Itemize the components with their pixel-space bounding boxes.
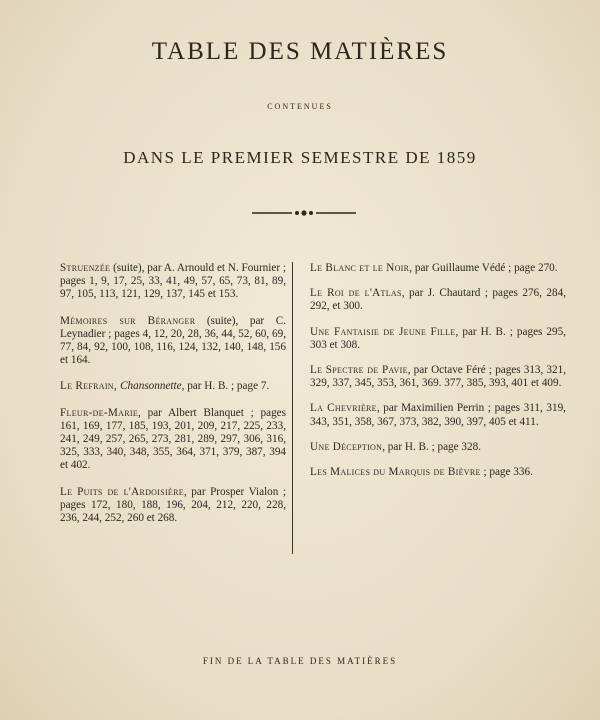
entry-title: Le Blanc et le Noir [310, 262, 410, 274]
entry-title: La Chevrière [310, 402, 377, 415]
ornament-divider [252, 208, 356, 218]
entry-title: Le Roi de l'Atlas [310, 287, 402, 300]
toc-entry [60, 262, 286, 302]
toc-entry [310, 402, 566, 428]
entry-details: , par H. B. ; pages 295, 303 et 308. [310, 325, 566, 351]
entry-details: , par Guillaume Védé ; page 270. [409, 262, 558, 274]
entry-title: Struenzée [60, 262, 111, 274]
entry-subtitle: Chansonnette, [120, 380, 185, 393]
entry-details: , par H. B. ; page 328. [382, 440, 481, 453]
toc-entry [310, 262, 566, 275]
page-footer: FIN DE LA TABLE DES MATIÈRES [202, 656, 398, 666]
toc-entry [310, 466, 566, 479]
entry-details: , par Maximilien Perrin ; pages 311, 319, 343, 351, 358, 367, 373, 382, 390, 397, 405 et 411. [310, 402, 566, 428]
entry-title: Fleur-de-Marie [60, 406, 139, 419]
entry-title: Le Refrain, [60, 380, 121, 393]
entry-details: , par J. Chautard ; pages 276, 284, 292, et 300. [310, 287, 566, 313]
toc-entry [310, 287, 566, 313]
page-subtitle: CONTENUES [267, 102, 333, 111]
toc-entry [60, 315, 286, 368]
right-column [310, 262, 566, 491]
entry-title: Une Déception [310, 440, 383, 453]
entry-title: Les Malices du Marquis de Bièvre [310, 466, 481, 479]
toc-entry [310, 441, 566, 454]
entry-title: Une Fantaisie de Jeune Fille [310, 325, 456, 338]
entry-title: Le Puits de l'Ardoisière [60, 485, 184, 498]
toc-entry [310, 326, 566, 352]
toc-entry [60, 380, 286, 393]
column-divider [292, 262, 293, 554]
entry-details: ; page 336. [480, 466, 533, 479]
entry-details: (suite), par A. Arnould et N. Fournier ; pages 1, 9, 17, 25, 33, 41, 49, 57, 65, 73, 81, 89, 97, 105, 113, 121, 129, 137, 145 et 153. [60, 262, 286, 301]
entry-details: par H. B. ; page 7. [184, 380, 270, 393]
toc-entry [60, 486, 286, 526]
entry-details: (suite), par C. Leynadier ; pages 4, 12, 20, 28, 36, 44, 52, 60, 69, 77, 84, 92, 100, 108, 116, 124, 132, 140, 148, 156 et 164. [60, 314, 286, 367]
entry-details: , par Octave Féré ; pages 313, 321, 329, 337, 345, 353, 361, 369. 377, 385, 393, 401 et 409. [310, 364, 567, 390]
page-title: TABLE DES MATIÈRES [151, 38, 449, 65]
entry-details: , par Albert Blanquet ; pages 161, 169, 177, 185, 193, 201, 209, 217, 225, 233, 241, 249, 257, 265, 273, 281, 289, 297, 306, 316, 325, 333, 340, 348, 355, 364, 371, 379, 387, 394 et 402. [60, 406, 286, 472]
toc-entry [310, 364, 566, 390]
toc-entry [60, 407, 286, 473]
entry-details: , par Prosper Vialon ; pages 172, 180, 188, 196, 204, 212, 220, 228, 236, 244, 252, 260 et 268. [60, 485, 286, 525]
left-column [60, 262, 286, 538]
entry-title: Le Spectre de Pavie [310, 364, 408, 377]
semester-heading: DANS LE PREMIER SEMESTRE DE 1859 [123, 148, 477, 167]
entry-title: Mémoires sur Béranger [60, 314, 196, 327]
